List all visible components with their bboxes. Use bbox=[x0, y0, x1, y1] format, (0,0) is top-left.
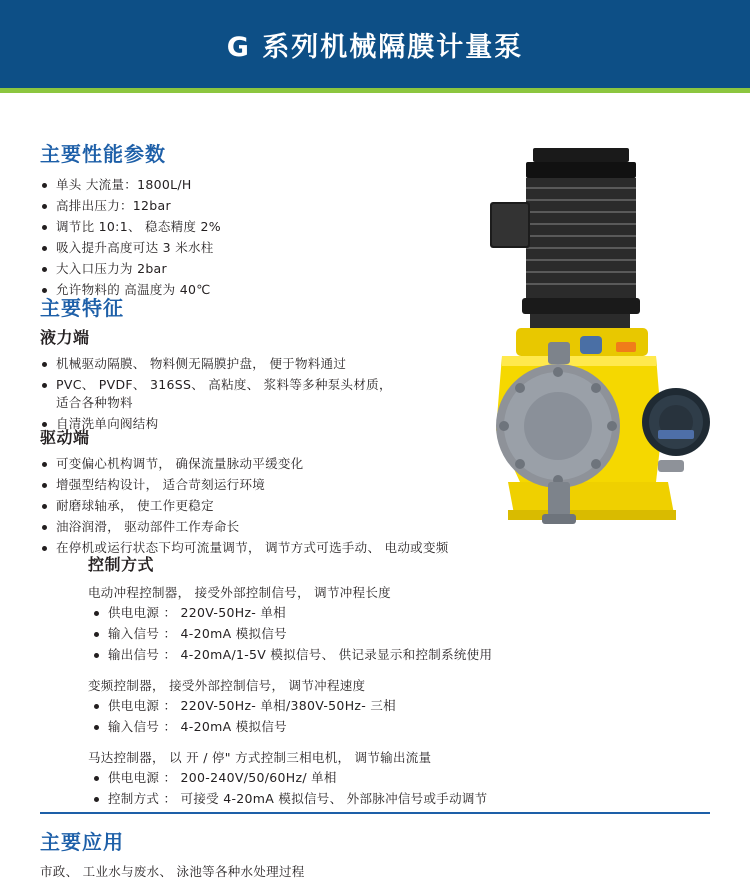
control-group bbox=[88, 676, 648, 736]
control-section bbox=[88, 552, 648, 820]
list-item: 在停机或运行状态下均可流量调节， 调节方式可选手动、 电动或变频 bbox=[40, 539, 510, 557]
list-item: 供电电源 ： 220V-50Hz- 单相 bbox=[88, 604, 648, 622]
performance-section bbox=[40, 138, 380, 302]
application-text: 市政、 工业水与废水、 泳池等各种水处理过程 bbox=[40, 864, 305, 879]
hydraulic-end-block bbox=[40, 325, 400, 436]
hydraulic-subheading: 液力端 bbox=[40, 328, 90, 347]
header-accent-rule bbox=[0, 88, 750, 93]
list-item: 机械驱动隔膜、 物料侧无隔膜护盘， 便于物料通过 bbox=[40, 355, 400, 373]
list-item: 大入口压力为 2bar bbox=[40, 260, 380, 278]
list-item: 耐磨球轴承， 使工作更稳定 bbox=[40, 497, 510, 515]
section-divider bbox=[40, 812, 710, 814]
list-item: 吸入提升高度可达 3 米水柱 bbox=[40, 239, 380, 257]
features-heading: 主要特征 bbox=[40, 296, 124, 320]
list-item: 自清洗单向阀结构 bbox=[40, 415, 400, 433]
hydraulic-list bbox=[40, 355, 400, 433]
list-item: 可变偏心机构调节， 确保流量脉动平缓变化 bbox=[40, 455, 510, 473]
drive-end-block bbox=[40, 425, 510, 560]
list-item: 油浴润滑， 驱动部件工作寿命长 bbox=[40, 518, 510, 536]
application-heading: 主要应用 bbox=[40, 830, 124, 854]
list-item: 增强型结构设计， 适合苛刻运行环境 bbox=[40, 476, 510, 494]
drive-subheading: 驱动端 bbox=[40, 428, 90, 447]
control-group-list bbox=[88, 697, 648, 736]
application-section bbox=[40, 826, 540, 885]
control-group-lead: 电动冲程控制器， 接受外部控制信号， 调节冲程长度 bbox=[88, 585, 391, 600]
list-item: 允许物料的 高温度为 40℃ bbox=[40, 281, 380, 299]
list-item: 单头 大流量：1800L/H bbox=[40, 176, 380, 194]
control-group-lead: 变频控制器， 接受外部控制信号， 调节冲程速度 bbox=[88, 678, 366, 693]
control-group-lead: 马达控制器， 以 开 / 停" 方式控制三相电机， 调节输出流量 bbox=[88, 750, 432, 765]
list-item: 控制方式 ： 可接受 4-20mA 模拟信号、 外部脉冲信号或手动调节 bbox=[88, 790, 648, 808]
control-group bbox=[88, 583, 648, 664]
control-group-list bbox=[88, 604, 648, 664]
drive-list bbox=[40, 455, 510, 557]
list-item: 供电电源 ： 220V-50Hz- 单相/380V-50Hz- 三相 bbox=[88, 697, 648, 715]
performance-list bbox=[40, 176, 380, 299]
list-item: 调节比 10:1、 稳态精度 2% bbox=[40, 218, 380, 236]
list-item: 高排出压力：12bar bbox=[40, 197, 380, 215]
list-item: 输入信号 ： 4-20mA 模拟信号 bbox=[88, 625, 648, 643]
list-item: 输出信号 ： 4-20mA/1-5V 模拟信号、 供记录显示和控制系统使用 bbox=[88, 646, 648, 664]
list-item: 输入信号 ： 4-20mA 模拟信号 bbox=[88, 718, 648, 736]
list-item: PVC、 PVDF、 316SS、 高粘度、 浆料等多种泵头材质， 适合各种物料 bbox=[40, 376, 400, 412]
control-group bbox=[88, 748, 648, 808]
page-title: G 系列机械隔膜计量泵 bbox=[226, 31, 524, 63]
performance-heading: 主要性能参数 bbox=[40, 142, 166, 166]
control-heading: 控制方式 bbox=[88, 555, 155, 574]
control-group-list bbox=[88, 769, 648, 808]
list-item: 供电电源 ： 200-240V/50/60Hz/ 单相 bbox=[88, 769, 648, 787]
